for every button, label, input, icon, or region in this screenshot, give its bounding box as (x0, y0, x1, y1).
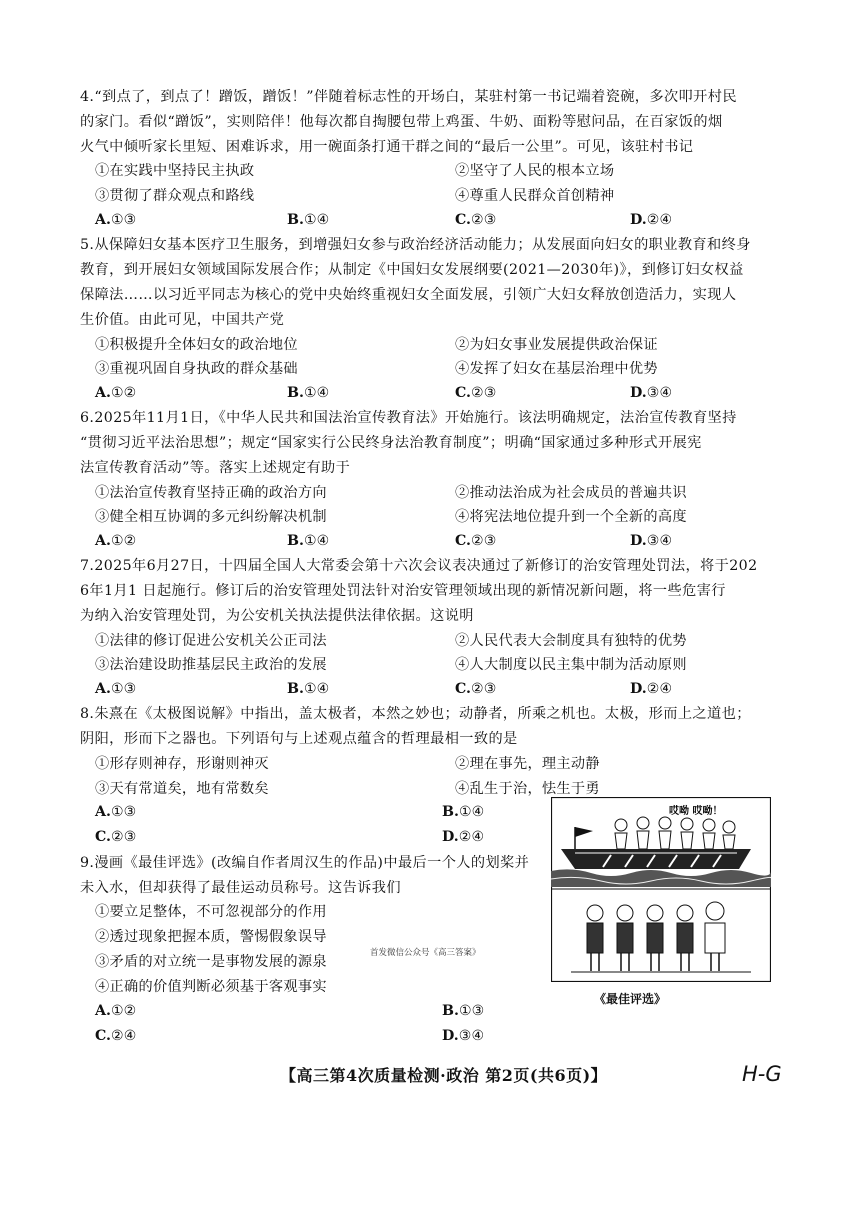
q5-answer-d[interactable]: D.③④ (630, 385, 673, 401)
q6-option-2: ②推动法治成为社会成员的普遍共识 (455, 485, 687, 501)
q4-option-4: ④尊重人民群众首创精神 (455, 188, 615, 204)
q5-option-2: ②为妇女事业发展提供政治保证 (455, 337, 658, 353)
q6-option-1: ①法治宣传教育坚持正确的政治方向 (95, 485, 327, 501)
q8-option-1: ①形存则神存，形谢则神灭 (95, 756, 269, 772)
q8-option-3: ③天有常道矣，地有常数矣 (95, 781, 269, 797)
q5-option-1: ①积极提升全体妇女的政治地位 (95, 337, 298, 353)
q9-option-4: ④正确的价值判断必须基于客观事实 (95, 979, 327, 995)
q7-answer-a[interactable]: A.①③ (95, 681, 137, 697)
q9-answer-d[interactable]: D.③④ (442, 1028, 485, 1044)
q4-answer-c[interactable]: C.②③ (455, 212, 497, 228)
question-4-line-2: 的家门。看似“蹭饭”，实则陪伴！他每次都自掏腰包带上鸡蛋、牛奶、面粉等慰问品，在百家饭的烟 (80, 114, 723, 130)
cartoon-illustration (551, 797, 771, 982)
q8-option-4: ④乱生于治，怯生于勇 (455, 781, 600, 797)
page-footer: 【高三第4次质量检测·政治 第2页(共6页)】 (280, 1066, 608, 1085)
q7-answer-c[interactable]: C.②③ (455, 681, 497, 697)
q4-option-2: ②坚守了人民的根本立场 (455, 163, 615, 179)
q6-answer-d[interactable]: D.③④ (630, 533, 673, 549)
q7-option-1: ①法律的修订促进公安机关公正司法 (95, 633, 327, 649)
q7-option-4: ④人大制度以民主集中制为活动原则 (455, 657, 687, 673)
question-7-line-2: 6年1月1 日起施行。修订后的治安管理处罚法针对治安管理领域出现的新情况新问题，将一些危害行 (80, 583, 726, 599)
q5-option-4: ④发挥了妇女在基层治理中优势 (455, 361, 658, 377)
question-4-line-3: 火气中倾听家长里短、困难诉求，用一碗面条打通干群之间的“最后一公里”。可见，该驻村书记 (80, 139, 694, 155)
q4-answer-d[interactable]: D.②④ (630, 212, 673, 228)
q9-option-2: ②透过现象把握本质，警惕假象误导 (95, 929, 327, 945)
q7-answer-d[interactable]: D.②④ (630, 681, 673, 697)
q4-answer-a[interactable]: A.①③ (95, 212, 137, 228)
cartoon-speech: 哎呦 哎呦！ (669, 806, 723, 817)
q5-option-3: ③重视巩固自身执政的群众基础 (95, 361, 298, 377)
question-5-line-4: 生价值。由此可见，中国共产党 (80, 312, 285, 328)
question-4-line-1: 4.“到点了，到点了！蹭饭，蹭饭！”伴随着标志性的开场白，某驻村第一书记端着瓷碗，多次叩开村民 (80, 89, 737, 105)
question-6-line-3: 法宣传教育活动”等。落实上述规定有助于 (80, 460, 351, 476)
q8-answer-d[interactable]: D.②④ (442, 829, 485, 845)
q6-answer-b[interactable]: B.①④ (287, 533, 330, 549)
question-6-line-1: 6.2025年11月1日，《中华人民共和国法治宣传教育法》开始施行。该法明确规定，法治宣传教育坚持 (80, 410, 737, 426)
q4-answer-b[interactable]: B.①④ (287, 212, 330, 228)
question-5-line-1: 5.从保障妇女基本医疗卫生服务，到增强妇女参与政治经济活动能力；从发展面向妇女的职业教育和终身 (80, 237, 751, 253)
watermark-text: 首发微信公众号《高三答案》 (370, 948, 481, 958)
q9-answer-b[interactable]: B.①③ (442, 1003, 485, 1019)
q8-option-2: ②理在事先，理主动静 (455, 756, 600, 772)
q4-option-3: ③贯彻了群众观点和路线 (95, 188, 255, 204)
q8-answer-a[interactable]: A.①③ (95, 804, 137, 820)
question-8-line-2: 阴阳，形而下之器也。下列语句与上述观点蕴含的哲理最相一致的是 (80, 731, 518, 747)
version-code: H-G (742, 1062, 782, 1086)
q8-answer-b[interactable]: B.①④ (442, 804, 485, 820)
question-9-line-2: 未入水，但却获得了最佳运动员称号。这告诉我们 (80, 880, 401, 896)
q9-option-1: ①要立足整体，不可忽视部分的作用 (95, 904, 327, 920)
q9-answer-c[interactable]: C.②④ (95, 1028, 137, 1044)
question-5-line-2: 教育，到开展妇女领域国际发展合作；从制定《中国妇女发展纲要(2021—2030年)》，到修订妇女权益 (80, 262, 744, 278)
question-6-line-2: “贯彻习近平法治思想”；规定“国家实行公民终身法治教育制度”；明确“国家通过多种形式开展宪 (80, 435, 702, 451)
q7-answer-b[interactable]: B.①④ (287, 681, 330, 697)
cartoon-caption: 《最佳评选》 (594, 992, 667, 1006)
question-7-line-3: 为纳入治安管理处罚，为公安机关执法提供法律依据。这说明 (80, 608, 474, 624)
q8-answer-c[interactable]: C.②③ (95, 829, 137, 845)
q6-answer-c[interactable]: C.②③ (455, 533, 497, 549)
q6-option-3: ③健全相互协调的多元纠纷解决机制 (95, 509, 327, 525)
q5-answer-a[interactable]: A.①② (95, 385, 137, 401)
q5-answer-c[interactable]: C.②③ (455, 385, 497, 401)
question-8-line-1: 8.朱熹在《太极图说解》中指出，盖太极者，本然之妙也；动静者，所乘之机也。太极，形而上之道也； (80, 706, 751, 722)
q6-option-4: ④将宪法地位提升到一个全新的高度 (455, 509, 687, 525)
q9-answer-a[interactable]: A.①② (95, 1003, 137, 1019)
q6-answer-a[interactable]: A.①② (95, 533, 137, 549)
question-5-line-3: 保障法……以习近平同志为核心的党中央始终重视妇女全面发展，引领广大妇女释放创造活力，实现人 (80, 287, 737, 303)
question-7-line-1: 7.2025年6月27日，十四届全国人大常委会第十六次会议表决通过了新修订的治安管理处罚法，将于202 (80, 558, 758, 574)
q4-option-1: ①在实践中坚持民主执政 (95, 163, 255, 179)
q9-option-3: ③矛盾的对立统一是事物发展的源泉 (95, 954, 327, 970)
q5-answer-b[interactable]: B.①④ (287, 385, 330, 401)
question-9-line-1: 9.漫画《最佳评选》(改编自作者周汉生的作品)中最后一个人的划桨并 (80, 855, 530, 871)
q7-option-3: ③法治建设助推基层民主政治的发展 (95, 657, 327, 673)
q7-option-2: ②人民代表大会制度具有独特的优势 (455, 633, 687, 649)
